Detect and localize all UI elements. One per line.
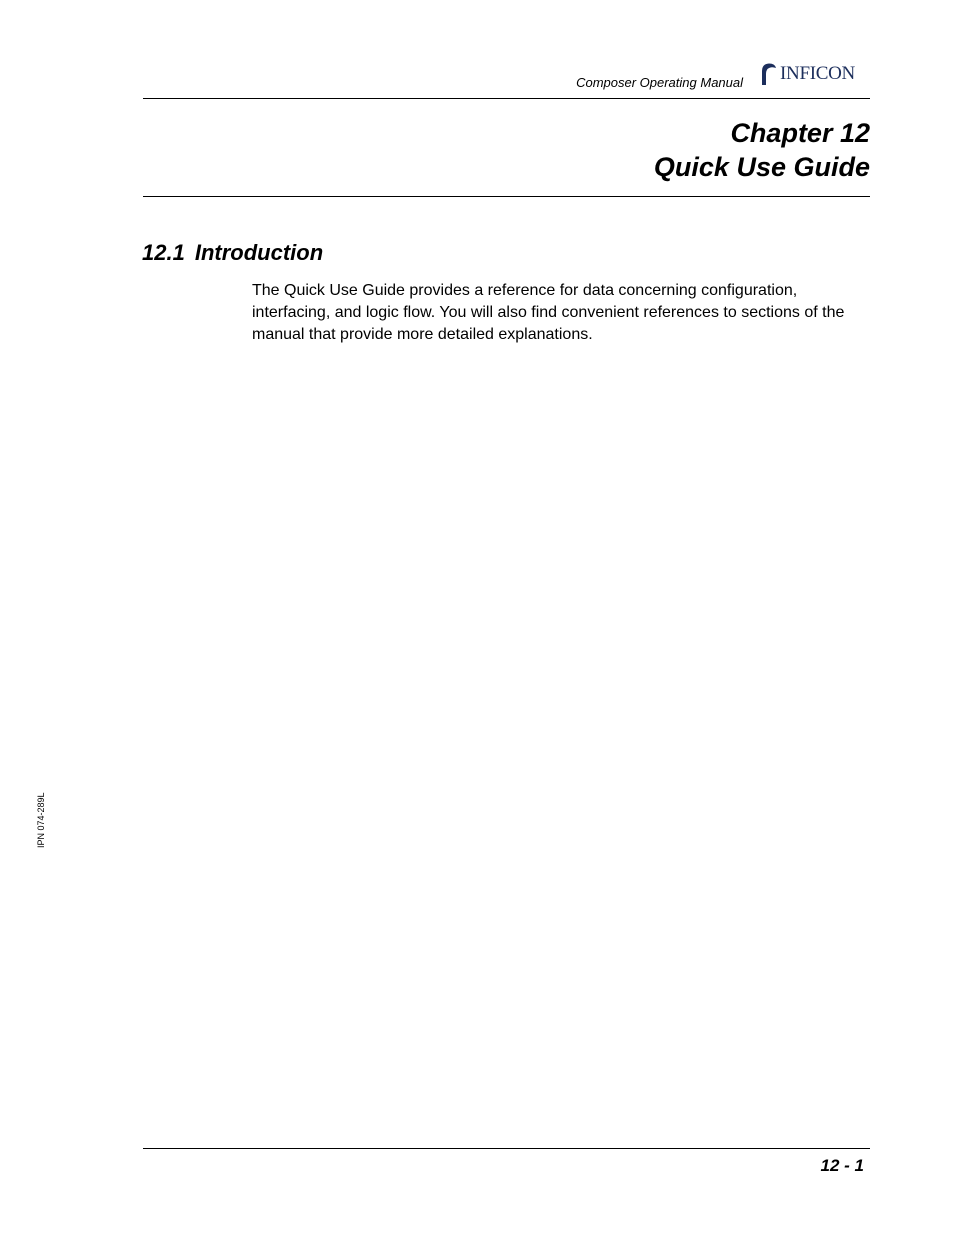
section-number: 12.1 [142, 240, 185, 265]
section-body: The Quick Use Guide provides a reference for data concerning configuration, interfacing, and logic flow. You will also find convenient references to sections of the manual that provide more detailed explanations. [252, 282, 845, 343]
ipn-label: IPN 074-289L [36, 792, 46, 848]
page-number: 12 - 1 [820, 1156, 864, 1175]
section-title: Introduction [194, 240, 324, 265]
logo-text: INFICON [780, 63, 855, 84]
inficon-logo [758, 62, 855, 86]
section-heading [142, 240, 323, 266]
title-divider [143, 196, 870, 197]
inficon-logo-mark-icon [758, 62, 778, 86]
manual-title: Composer Operating Manual [576, 75, 743, 90]
chapter-name: Quick Use Guide [653, 152, 870, 182]
footer-divider [143, 1148, 870, 1149]
header-divider [143, 98, 870, 99]
chapter-number: Chapter 12 [730, 118, 870, 148]
chapter-title [654, 116, 870, 184]
